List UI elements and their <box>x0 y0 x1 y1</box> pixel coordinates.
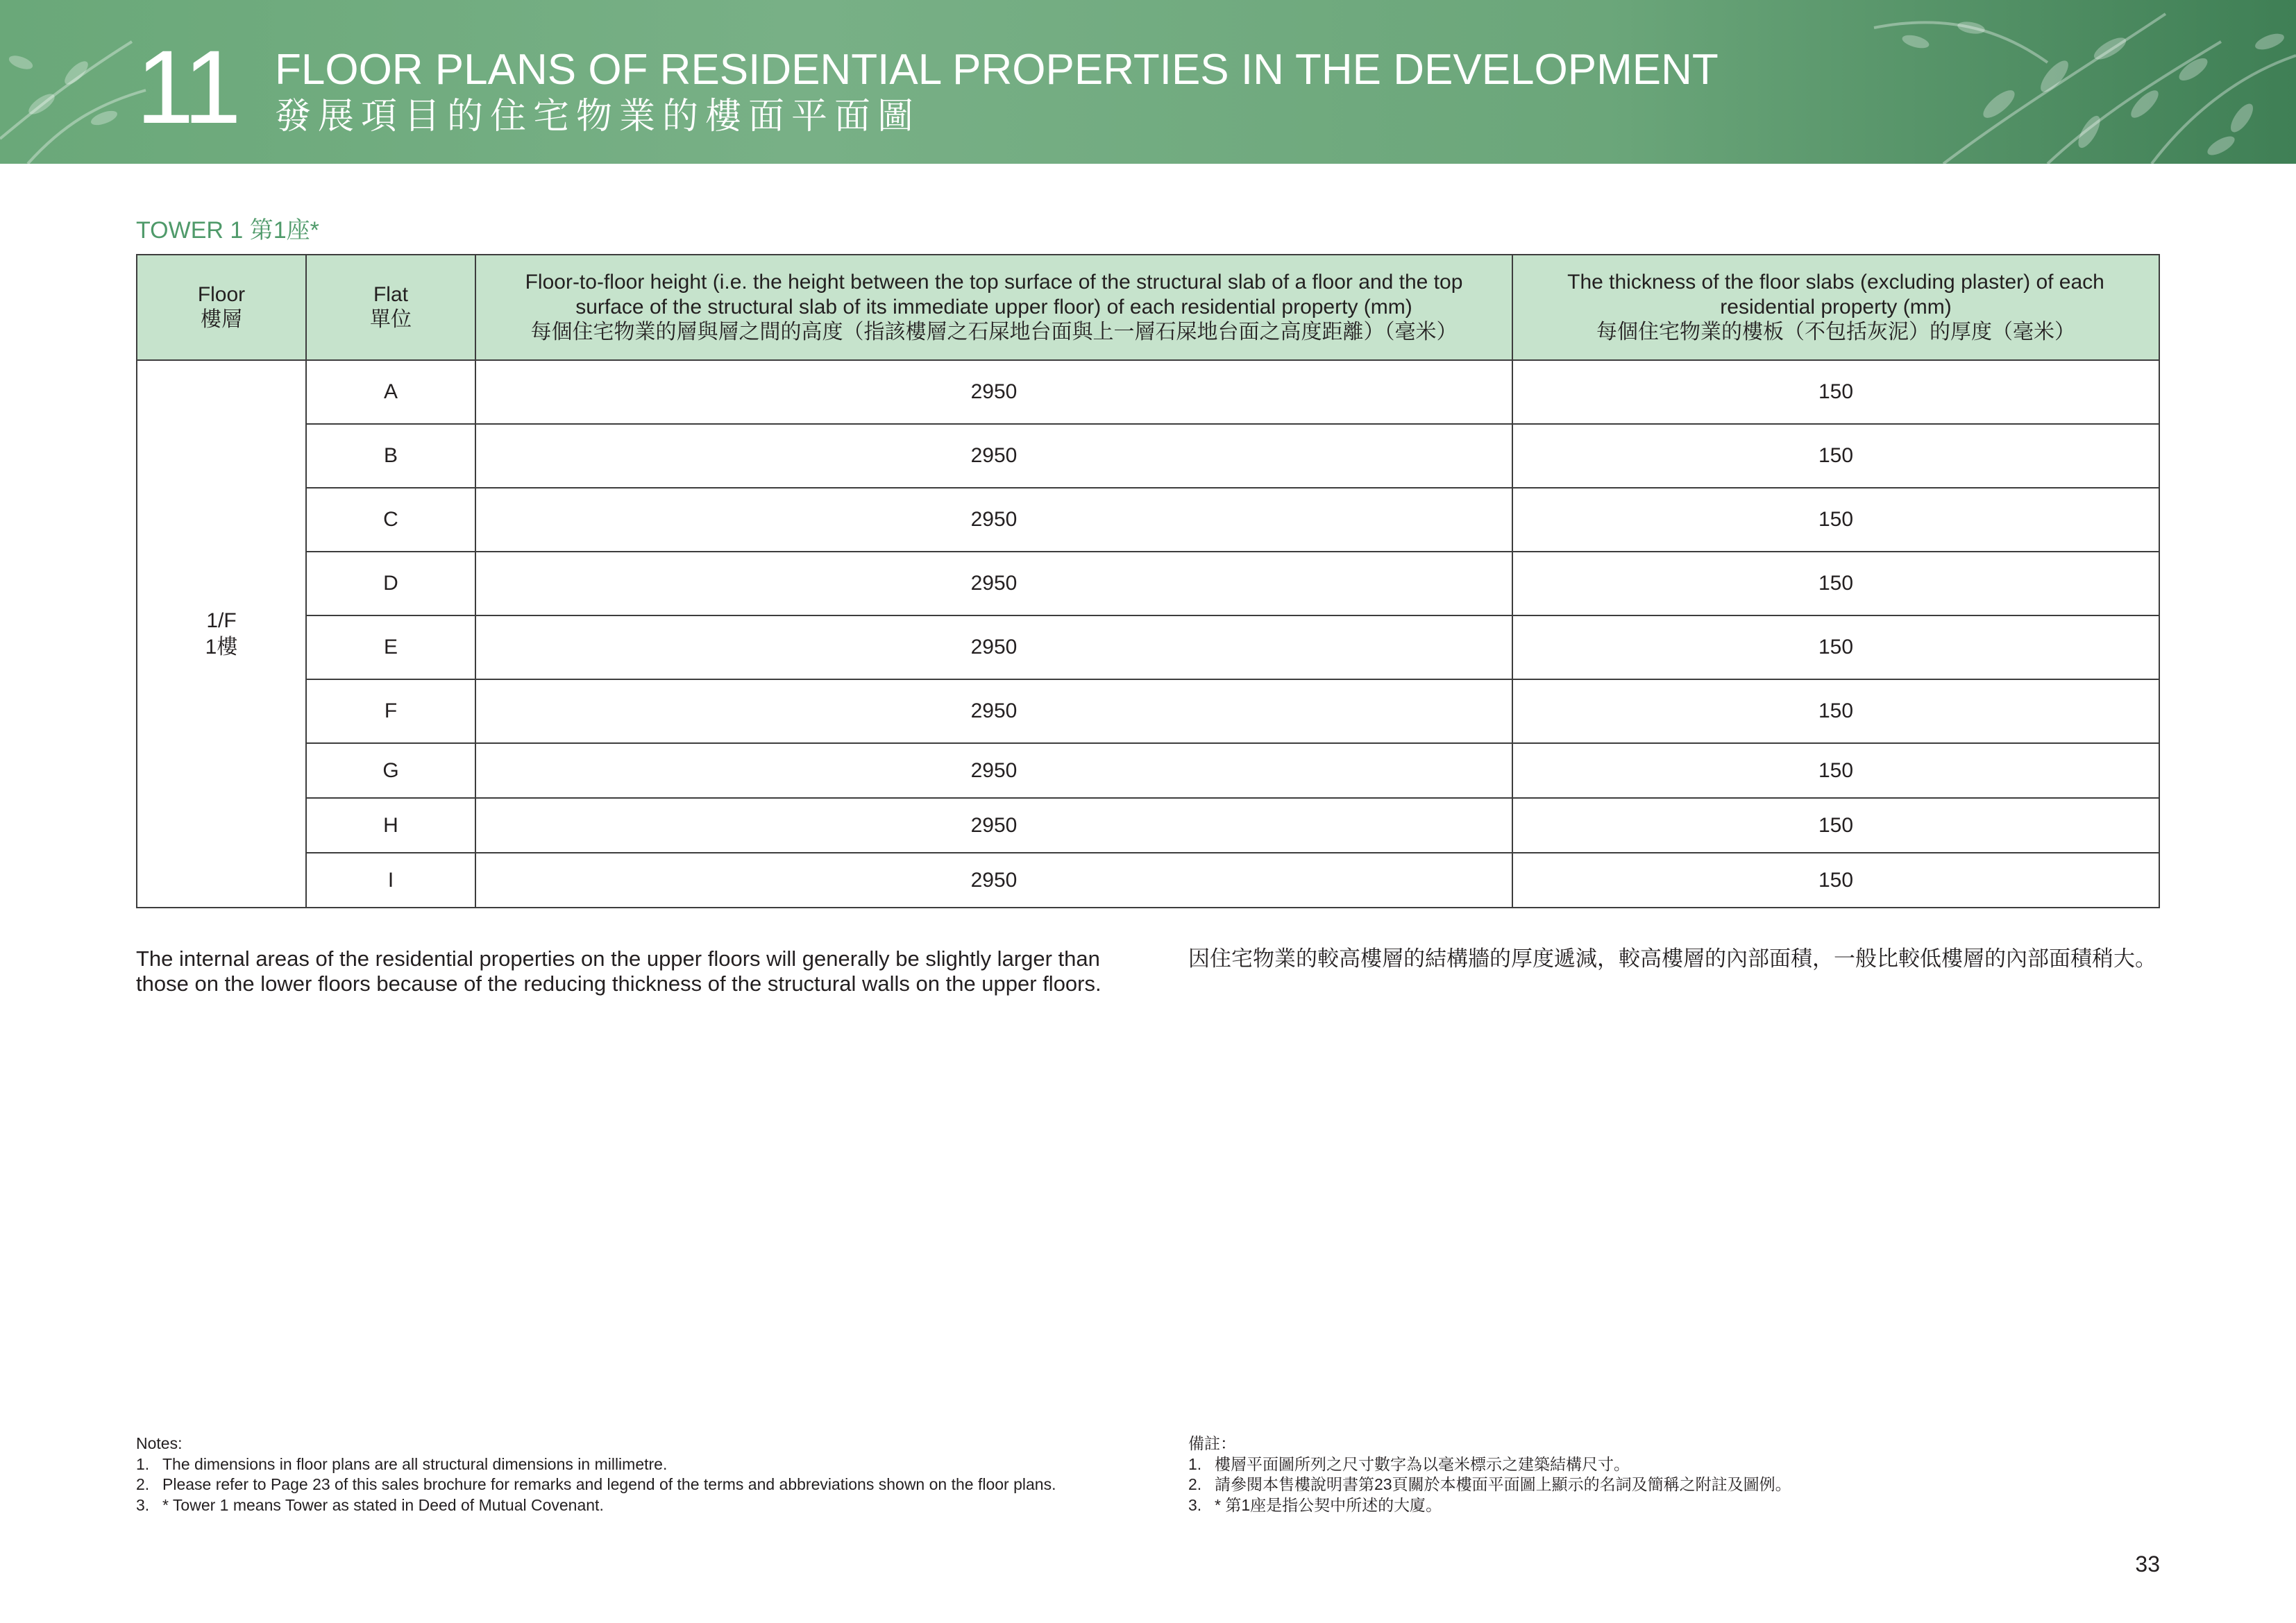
header-height-zh: 每個住宅物業的層與層之間的高度（指該樓層之石屎地台面與上一層石屎地台面之高度距離）（毫米） <box>530 321 1458 343</box>
header-floor-zh: 樓層 <box>201 308 242 331</box>
thickness-cell: 150 <box>1512 798 2159 853</box>
note-number: 1. <box>136 1454 150 1473</box>
height-cell: 2950 <box>475 360 1512 424</box>
thickness-cell: 150 <box>1512 424 2159 488</box>
flat-cell: H <box>306 798 475 853</box>
notes-zh <box>1188 1434 2160 1515</box>
header-height-en: Floor-to-floor height (i.e. the height between the top surface of the structural slab of a floor and the top surface of the structural slab of its immediate upper floor) of each residential property (mm) <box>525 271 1463 318</box>
header-floor-en: Floor <box>197 283 246 306</box>
flat-cell: G <box>306 743 475 798</box>
flat-cell: E <box>306 615 475 679</box>
page-number: 33 <box>2135 1552 2160 1577</box>
table-row <box>137 853 2159 908</box>
floor-en: 1/F <box>206 609 237 632</box>
header-thickness-en: The thickness of the floor slabs (excluding plaster) of each residential property (mm) <box>1567 271 2104 318</box>
table-header-row <box>137 255 2159 360</box>
table-row <box>137 552 2159 615</box>
flat-cell: F <box>306 679 475 743</box>
floor-height-table <box>136 254 2160 908</box>
note-text: * 第1座是指公契中所述的大廈。 <box>1215 1495 1442 1514</box>
notes-title-en: Notes: <box>136 1434 183 1452</box>
note-text: The dimensions in floor plans are all structural dimensions in millimetre. <box>162 1454 668 1473</box>
height-cell: 2950 <box>475 743 1512 798</box>
notes-title-zh: 備註： <box>1188 1434 1236 1452</box>
note-item <box>1188 1454 2160 1475</box>
thickness-cell: 150 <box>1512 360 2159 424</box>
table-row <box>137 679 2159 743</box>
note-text: * Tower 1 means Tower as stated in Deed of Mutual Covenant. <box>162 1495 604 1514</box>
note-text: 請參閱本售樓說明書第23頁關於本樓面平面圖上顯示的名詞及簡稱之附註及圖例。 <box>1215 1475 1791 1493</box>
table-row <box>137 360 2159 424</box>
note-item <box>1188 1495 2160 1516</box>
table-row <box>137 798 2159 853</box>
header-flat <box>306 255 475 360</box>
thickness-cell: 150 <box>1512 488 2159 552</box>
note-item <box>136 1475 1177 1495</box>
notes-en <box>136 1434 1177 1515</box>
height-cell: 2950 <box>475 679 1512 743</box>
internal-area-note-zh: 因住宅物業的較高樓層的結構牆的厚度遞減，較高樓層的內部面積，一般比較低樓層的內部面積稍大。 <box>1188 946 2156 971</box>
table-row <box>137 488 2159 552</box>
flat-cell: B <box>306 424 475 488</box>
thickness-cell: 150 <box>1512 615 2159 679</box>
note-number: 3. <box>136 1495 150 1514</box>
internal-area-note-en: The internal areas of the residential properties on the upper floors will generally be slightly larger than those on the lower floors because of the reducing thickness of the structural walls on the upper floors. <box>136 946 1101 996</box>
floor-zh: 1樓 <box>205 635 238 658</box>
note-text: Please refer to Page 23 of this sales brochure for remarks and legend of the terms and abbreviations shown on the floor plans. <box>162 1475 1056 1493</box>
note-item <box>1188 1475 2160 1495</box>
thickness-cell: 150 <box>1512 679 2159 743</box>
header-flat-zh: 單位 <box>370 308 412 331</box>
header-thickness-zh: 每個住宅物業的樓板（不包括灰泥）的厚度（毫米） <box>1596 321 2075 343</box>
tower-label: TOWER 1 第1座* <box>136 217 319 244</box>
note-item <box>136 1454 1177 1475</box>
height-cell: 2950 <box>475 798 1512 853</box>
flat-cell: A <box>306 360 475 424</box>
thickness-cell: 150 <box>1512 743 2159 798</box>
note-number: 3. <box>1188 1495 1202 1514</box>
header-flat-en: Flat <box>373 283 408 306</box>
flat-cell: D <box>306 552 475 615</box>
height-cell: 2950 <box>475 424 1512 488</box>
note-item <box>136 1495 1177 1516</box>
height-cell: 2950 <box>475 853 1512 908</box>
height-cell: 2950 <box>475 552 1512 615</box>
page-title-en: FLOOR PLANS OF RESIDENTIAL PROPERTIES IN THE DEVELOPMENT <box>275 46 1719 94</box>
note-number: 1. <box>1188 1454 1202 1473</box>
section-number: 11 <box>136 28 239 145</box>
flat-cell: I <box>306 853 475 908</box>
height-cell: 2950 <box>475 488 1512 552</box>
header-height <box>475 255 1512 360</box>
note-number: 2. <box>1188 1475 1202 1493</box>
table-row <box>137 615 2159 679</box>
note-number: 2. <box>136 1475 150 1493</box>
height-cell: 2950 <box>475 615 1512 679</box>
note-text: 樓層平面圖所列之尺寸數字為以毫米標示之建築結構尺寸。 <box>1215 1454 1630 1473</box>
page-title-zh: 發展項目的住宅物業的樓面平面圖 <box>275 96 921 137</box>
flat-cell: C <box>306 488 475 552</box>
header-banner <box>0 0 2296 164</box>
floor-cell <box>137 360 306 908</box>
table-row <box>137 424 2159 488</box>
header-floor <box>137 255 306 360</box>
thickness-cell: 150 <box>1512 853 2159 908</box>
table-row <box>137 743 2159 798</box>
header-thickness <box>1512 255 2159 360</box>
thickness-cell: 150 <box>1512 552 2159 615</box>
